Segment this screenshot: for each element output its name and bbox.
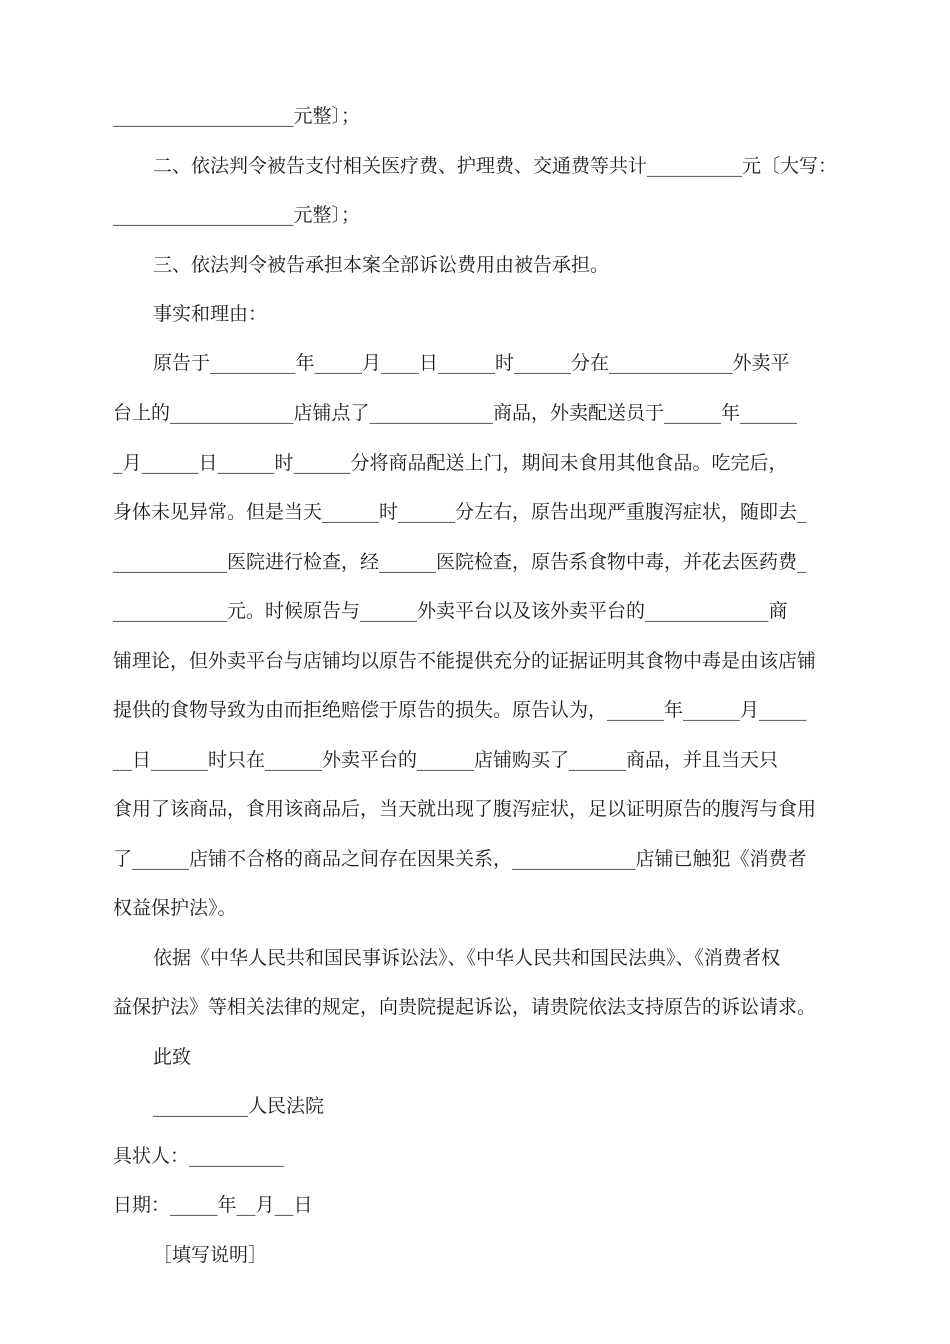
filling-instructions-heading: ［填写说明］ [153, 1244, 268, 1266]
facts-paragraph-line-11: 了______店铺不合格的商品之间存在因果关系，_____________店铺已触犯《消费者 [113, 848, 807, 870]
facts-paragraph-line-5: ____________医院进行检查，经______医院检查，原告系食物中毒，并花去医药费_ [113, 551, 807, 573]
facts-paragraph-line-4: 身体未见异常。但是当天______时______分左右，原告出现严重腹泻症状，随即去_ [113, 501, 807, 523]
facts-paragraph-line-1: 原告于_________年_____月____日______时______分在_____________外卖平 [153, 352, 790, 374]
salutation: 此致 [153, 1046, 192, 1068]
facts-heading: 事实和理由： [153, 303, 268, 325]
facts-paragraph-line-10: 食用了该商品，食用该商品后，当天就出现了腹泻症状，足以证明原告的腹泻与食用 [113, 798, 817, 820]
court-name: __________人民法院 [153, 1095, 325, 1117]
facts-paragraph-line-12: 权益保护法》。 [113, 897, 237, 919]
claim-item-3: 三、依法判令被告承担本案全部诉讼费用由被告承担。 [153, 254, 610, 276]
legal-basis-line-2: 益保护法》等相关法律的规定，向贵院提起诉讼，请贵院依法支持原告的诉讼请求。 [113, 996, 817, 1018]
facts-paragraph-line-8: 提供的食物导致为由而拒绝赔偿于原告的损失。原告认为，______年______月_____ [113, 699, 807, 721]
amount-words-line-1: ___________________元整〕； [113, 105, 361, 127]
facts-paragraph-line-3: _月______日______时______分将商品配送上门，期间未食用其他食品。吃完后， [113, 452, 788, 474]
facts-paragraph-line-6: ____________元。时候原告与______外卖平台以及该外卖平台的_____________商 [113, 600, 788, 622]
amount-words-line-2: ___________________元整〕； [113, 204, 361, 226]
facts-paragraph-line-9: __日______时只在______外卖平台的______店铺购买了______商品，并且当天只 [113, 749, 779, 771]
plaintiff-signature: 具状人：__________ [113, 1145, 285, 1167]
filing-date: 日期：_____年__月__日 [113, 1194, 313, 1216]
claim-item-2: 二、依法判令被告支付相关医疗费、护理费、交通费等共计__________元〔大写： [153, 155, 838, 177]
facts-paragraph-line-2: 台上的_____________店铺点了_____________商品，外卖配送员于______年______ [113, 402, 798, 424]
facts-paragraph-line-7: 铺理论，但外卖平台与店铺均以原告不能提供充分的证据证明其食物中毒是由该店铺 [113, 650, 817, 672]
legal-basis-line-1: 依据《中华人民共和国民事诉讼法》、《中华人民共和国民法典》、《消费者权 [153, 947, 781, 969]
